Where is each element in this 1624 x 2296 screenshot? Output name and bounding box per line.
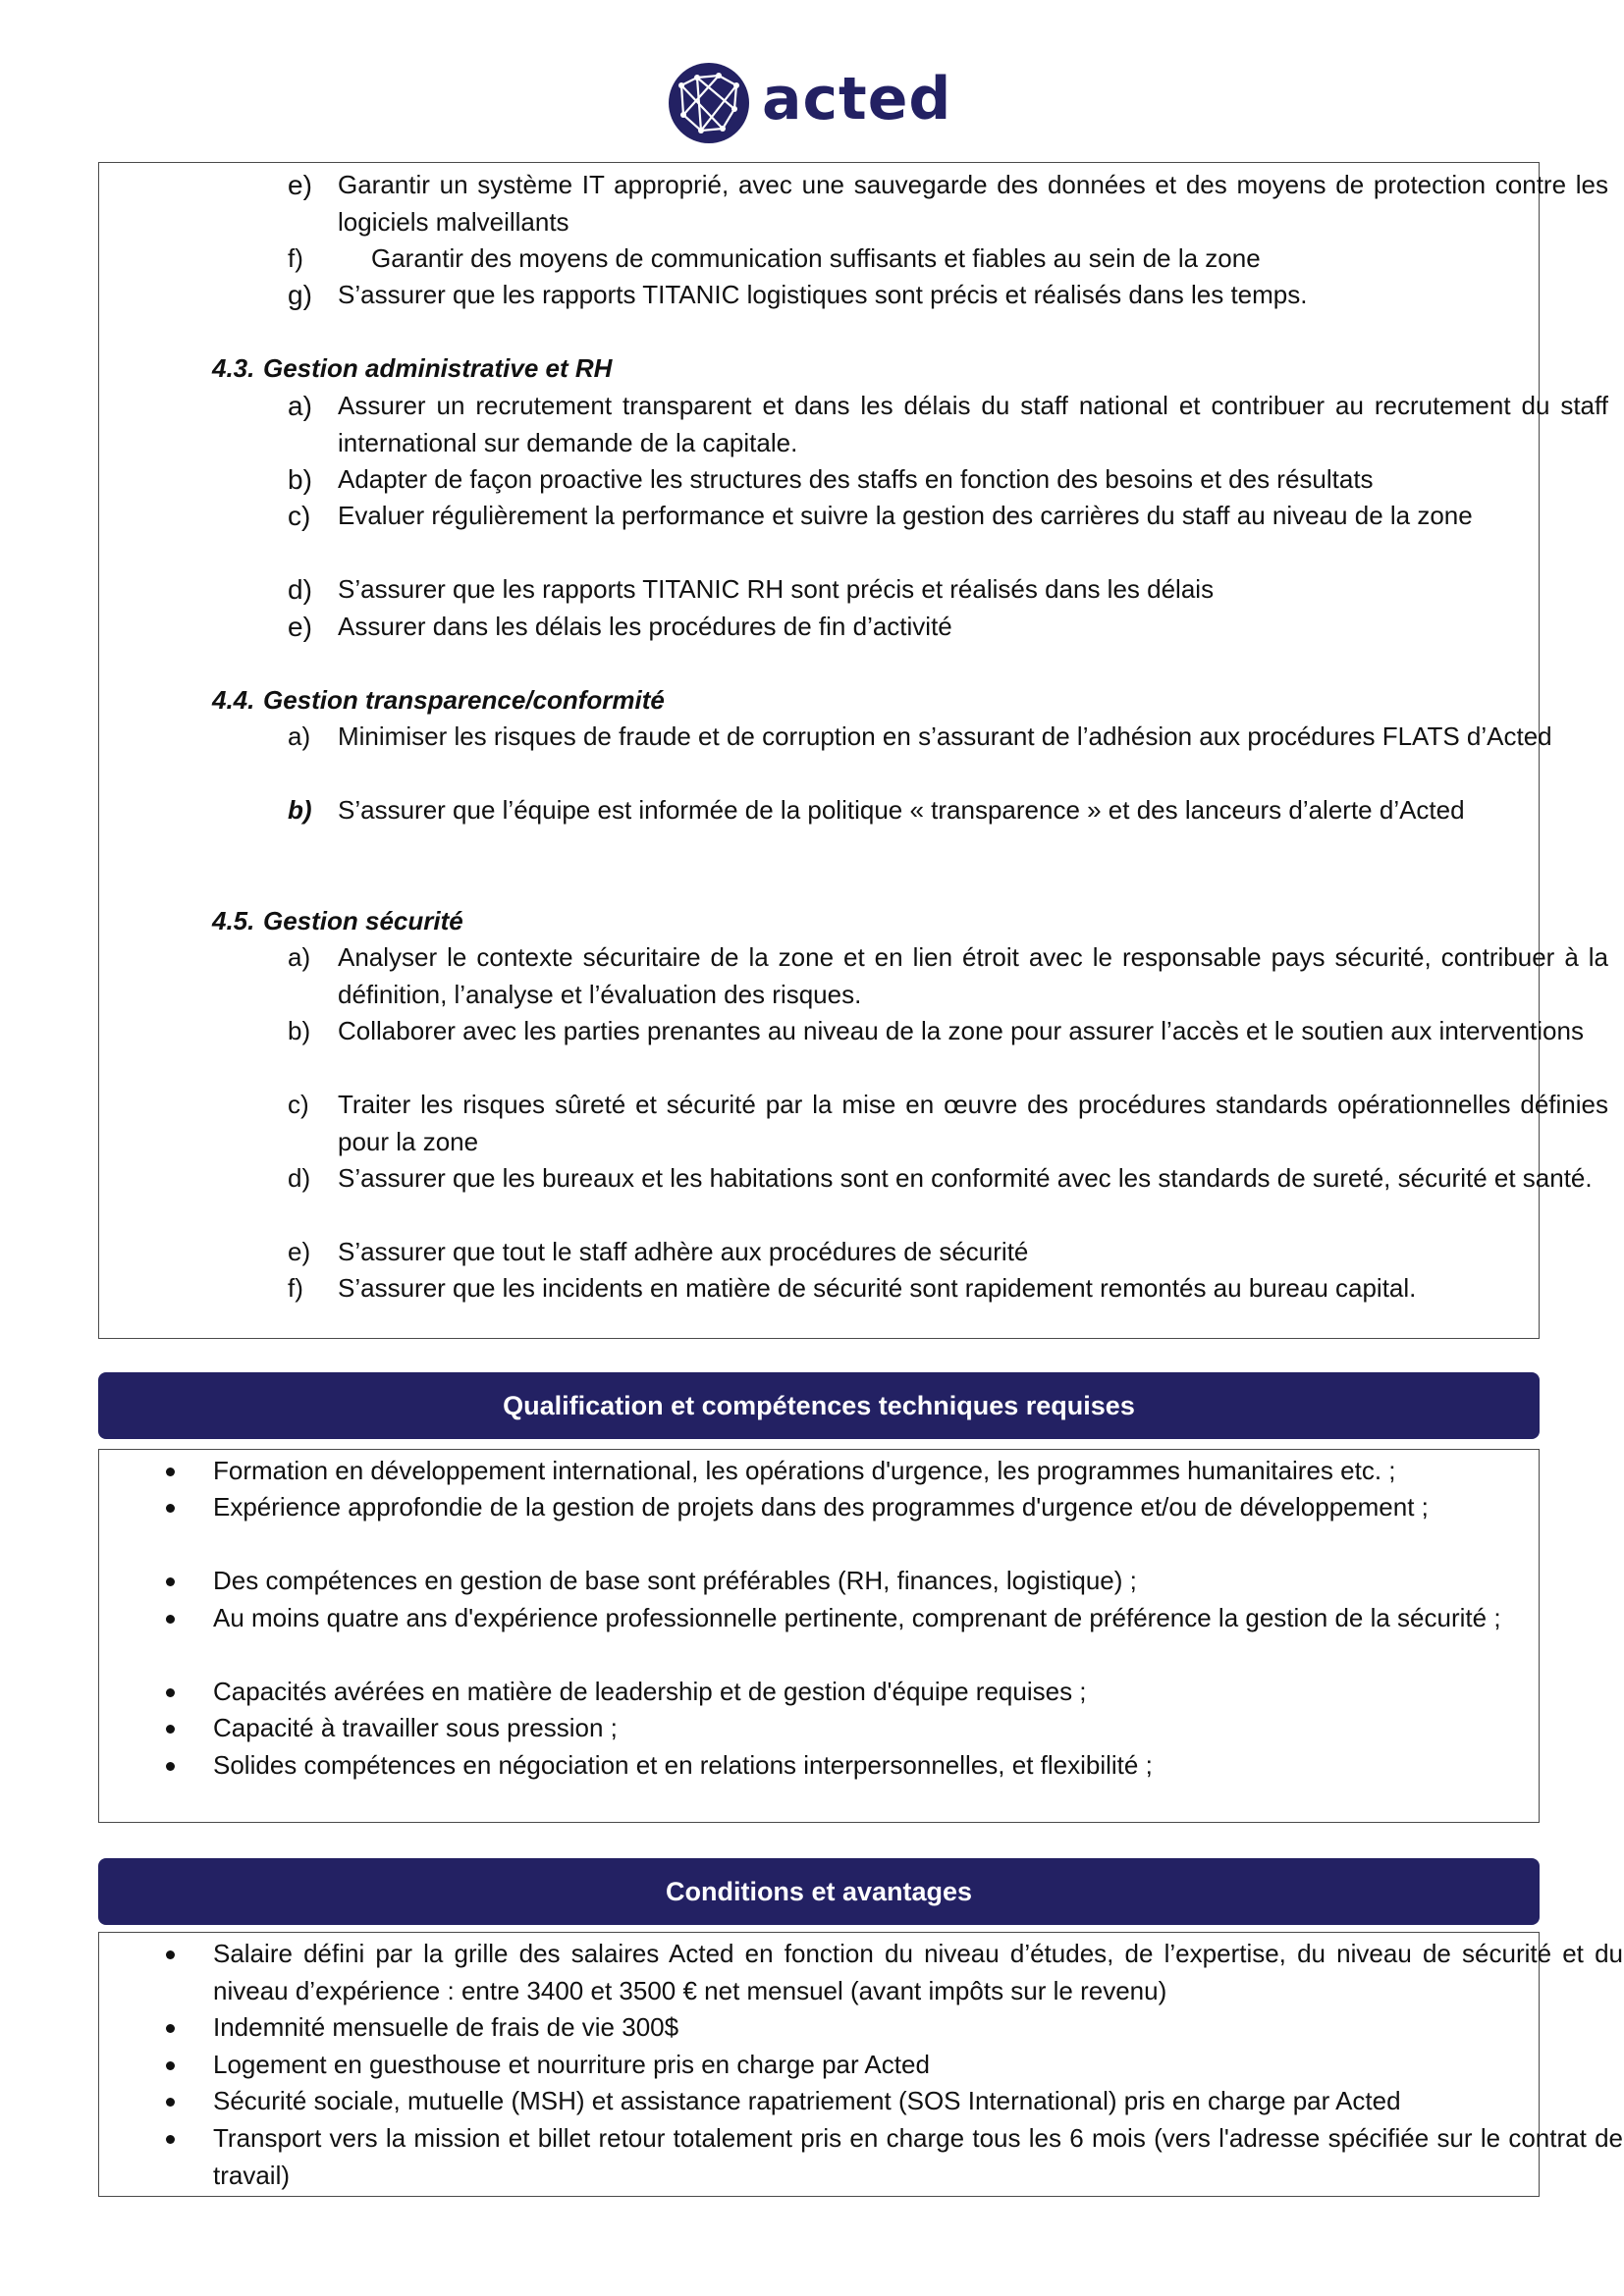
section-number: 4.4. bbox=[212, 685, 255, 715]
item-text: S’assurer que l’équipe est informée de la politique « transparence » et des lanceurs d’alerte d’Acted bbox=[338, 795, 1465, 825]
item-text: Transport vers la mission et billet retour totalement pris en charge tous les 6 mois (vers l'adresse spécifiée sur le contrat de travail) bbox=[213, 2123, 1623, 2190]
item-label: a) bbox=[288, 942, 311, 972]
item-label: g) bbox=[288, 280, 312, 310]
item-label: b) bbox=[288, 464, 312, 495]
item-text: Au moins quatre ans d'expérience professionnelle pertinente, comprenant de préférence la gestion de la sécurité ; bbox=[213, 1603, 1501, 1632]
item-text: S’assurer que tout le staff adhère aux procédures de sécurité bbox=[338, 1237, 1029, 1266]
item-label: e) bbox=[288, 612, 312, 642]
item-text: Formation en développement international, les opérations d'urgence, les programmes humanitaires etc. ; bbox=[213, 1456, 1396, 1485]
item-text: Logement en guesthouse et nourriture pris en charge par Acted bbox=[213, 2050, 930, 2079]
logo-wordmark: acted bbox=[762, 65, 952, 133]
item-text: Minimiser les risques de fraude et de corruption en s’assurant de l’adhésion aux procédures FLATS d’Acted bbox=[338, 721, 1552, 751]
item-label: c) bbox=[288, 1090, 309, 1119]
item-text: Sécurité sociale, mutuelle (MSH) et assistance rapatriement (SOS International) pris en charge par Acted bbox=[213, 2086, 1401, 2115]
bullet-icon bbox=[166, 1615, 175, 1624]
bullet-icon bbox=[166, 1688, 175, 1697]
item-text: Capacités avérées en matière de leadership et de gestion d'équipe requises ; bbox=[213, 1677, 1087, 1706]
item-text: S’assurer que les incidents en matière de sécurité sont rapidement remontés au bureau capital. bbox=[338, 1273, 1417, 1303]
bullet-icon bbox=[166, 2098, 175, 2107]
section-number: 4.5. bbox=[212, 906, 255, 935]
bullet-icon bbox=[166, 1762, 175, 1771]
item-label: a) bbox=[288, 721, 311, 751]
item-label: f) bbox=[288, 1273, 303, 1303]
item-text: Solides compétences en négociation et en relations interpersonnelles, et flexibilité ; bbox=[213, 1750, 1153, 1780]
item-text: Traiter les risques sûreté et sécurité par la mise en œuvre des procédures standards opérationnelles définies pour la zone bbox=[338, 1090, 1608, 1156]
bullet-icon bbox=[166, 2024, 175, 2033]
item-text: Expérience approfondie de la gestion de projets dans des programmes d'urgence et/ou de développement ; bbox=[213, 1492, 1429, 1522]
bullet-icon bbox=[166, 1577, 175, 1586]
item-text: Adapter de façon proactive les structures des staffs en fonction des besoins et des résultats bbox=[338, 464, 1374, 494]
item-label: e) bbox=[288, 170, 312, 200]
item-text: Collaborer avec les parties prenantes au niveau de la zone pour assurer l’accès et le soutien aux interventions bbox=[338, 1016, 1584, 1045]
bullet-icon bbox=[166, 1504, 175, 1513]
section-title: Gestion sécurité bbox=[263, 906, 463, 935]
item-text: S’assurer que les rapports TITANIC RH sont précis et réalisés dans les délais bbox=[338, 574, 1215, 604]
item-label: d) bbox=[288, 574, 312, 605]
section-title: Qualification et compétences techniques requises bbox=[503, 1390, 1135, 1420]
section-heading-4-3 bbox=[212, 350, 612, 388]
item-text: Salaire défini par la grille des salaires Acted en fonction du niveau d’études, de l’expertise, du niveau de sécurité et du niveau d’expérience : entre 3400 et 3500 € net mensuel (avant impôts sur le revenu) bbox=[213, 1939, 1623, 2005]
bullet-icon bbox=[166, 2061, 175, 2070]
item-label: a) bbox=[288, 391, 312, 421]
bullet-icon bbox=[166, 2135, 175, 2144]
item-label: d) bbox=[288, 1163, 311, 1193]
item-text: Evaluer régulièrement la performance et suivre la gestion des carrières du staff au niveau de la zone bbox=[338, 501, 1473, 530]
responsibilities-box bbox=[98, 162, 1608, 1339]
item-text: Capacité à travailler sous pression ; bbox=[213, 1713, 618, 1742]
item-label: e) bbox=[288, 1237, 311, 1266]
bullet-icon bbox=[166, 1950, 175, 1959]
section-title: Conditions et avantages bbox=[665, 1876, 973, 1906]
section-title: Gestion transparence/conformité bbox=[263, 685, 665, 715]
item-text: Assurer dans les délais les procédures de fin d’activité bbox=[338, 612, 952, 641]
item-text: Indemnité mensuelle de frais de vie 300$ bbox=[213, 2012, 679, 2042]
item-label: b) bbox=[288, 795, 312, 825]
qualifications-box bbox=[98, 1449, 1540, 1823]
item-label: c) bbox=[288, 501, 311, 531]
item-text: S’assurer que les rapports TITANIC logistiques sont précis et réalisés dans les temps. bbox=[338, 280, 1308, 309]
acted-globe-icon bbox=[668, 62, 750, 144]
section-heading-4-5 bbox=[212, 903, 463, 940]
section-heading-4-4 bbox=[212, 682, 665, 720]
section-title: Gestion administrative et RH bbox=[263, 353, 613, 383]
item-text: Assurer un recrutement transparent et dans les délais du staff national et contribuer au recrutement du staff international sur demande de la capitale. bbox=[338, 391, 1608, 457]
item-text: Garantir des moyens de communication suffisants et fiables au sein de la zone bbox=[371, 243, 1261, 273]
item-label: b) bbox=[288, 1016, 311, 1045]
conditions-box bbox=[98, 1932, 1623, 2197]
bullet-icon bbox=[166, 1725, 175, 1734]
item-text: Analyser le contexte sécuritaire de la zone et en lien étroit avec le responsable pays sécurité, contribuer à la définition, l’analyse et l’évaluation des risques. bbox=[338, 942, 1608, 1009]
acted-logo bbox=[668, 59, 951, 147]
bullet-icon bbox=[166, 1468, 175, 1476]
item-label: f) bbox=[288, 243, 303, 273]
conditions-banner bbox=[98, 1858, 1540, 1925]
section-number: 4.3. bbox=[212, 353, 255, 383]
item-text: Des compétences en gestion de base sont préférables (RH, finances, logistique) ; bbox=[213, 1566, 1137, 1595]
item-text: S’assurer que les bureaux et les habitations sont en conformité avec les standards de sureté, sécurité et santé. bbox=[338, 1163, 1593, 1193]
qualifications-banner bbox=[98, 1372, 1540, 1439]
item-text: Garantir un système IT approprié, avec une sauvegarde des données et des moyens de protection contre les logiciels malveillants bbox=[338, 170, 1608, 237]
